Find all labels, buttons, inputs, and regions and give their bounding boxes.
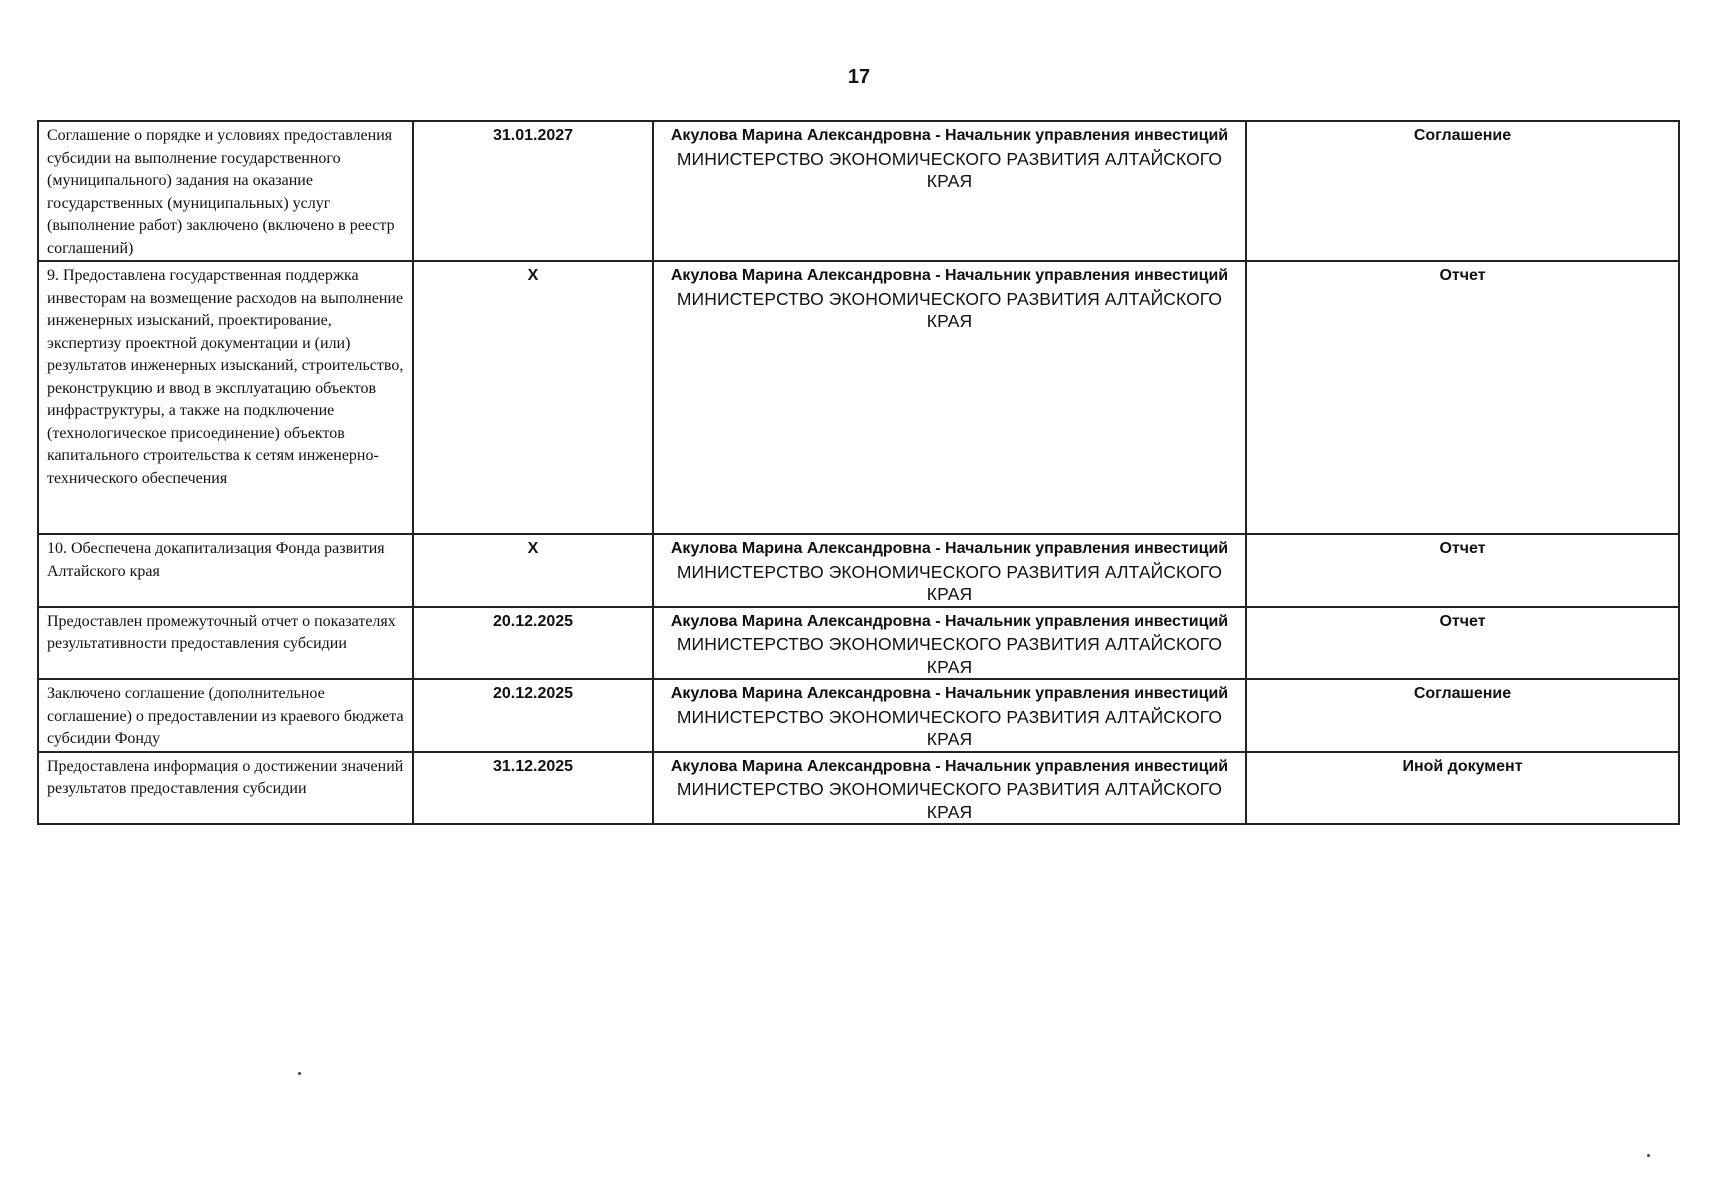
responsible-organization: МИНИСТЕРСТВО ЭКОНОМИЧЕСКОГО РАЗВИТИЯ АЛТАЙСКОГО КРАЯ	[676, 706, 1223, 749]
deadline-cell: 31.12.2025	[413, 752, 653, 825]
document-type-cell: Отчет	[1246, 261, 1679, 534]
document-type-cell: Соглашение	[1246, 679, 1679, 752]
responsible-organization: МИНИСТЕРСТВО ЭКОНОМИЧЕСКОГО РАЗВИТИЯ АЛТАЙСКОГО КРАЯ	[676, 148, 1223, 191]
measure-name-cell: 9. Предоставлена государственная поддержка инвесторам на возмещение расходов на выполнение инженерных изысканий, проектирование, экспертизу проектной документации и (или) результатов инженерных изысканий, строительство, реконструкцию и ввод в эксплуатацию объектов инфраструктуры, а также на подключение (технологическое присоединение) объектов капитального строительства к сетям инженерно-технического обеспечения	[38, 261, 413, 534]
measure-name-cell: 10. Обеспечена докапитализация Фонда развития Алтайского края	[38, 534, 413, 607]
responsible-organization: МИНИСТЕРСТВО ЭКОНОМИЧЕСКОГО РАЗВИТИЯ АЛТАЙСКОГО КРАЯ	[676, 779, 1223, 822]
table-row	[38, 261, 1679, 534]
measure-name-cell: Предоставлена информация о достижении значений результатов предоставления субсидии	[38, 752, 413, 825]
responsible-organization: МИНИСТЕРСТВО ЭКОНОМИЧЕСКОГО РАЗВИТИЯ АЛТАЙСКОГО КРАЯ	[676, 561, 1223, 604]
document-type-cell: Отчет	[1246, 534, 1679, 607]
document-type-cell: Отчет	[1246, 607, 1679, 680]
responsible-cell	[653, 752, 1246, 825]
table-row	[38, 121, 1679, 261]
responsible-person: Акулова Марина Александровна - Начальник управления инвестиций	[670, 757, 1229, 775]
deadline-cell: X	[413, 534, 653, 607]
deadline-cell: 20.12.2025	[413, 679, 653, 752]
responsible-person: Акулова Марина Александровна - Начальник управления инвестиций	[670, 685, 1229, 702]
measure-name-cell: Соглашение о порядке и условиях предоставления субсидии на выполнение государственного (муниципального) задания на оказание государственных (муниципальных) услуг (выполнение работ) заключено (включено в реестр соглашений)	[38, 121, 413, 261]
deadline-cell: X	[413, 261, 653, 534]
document-type-cell: Соглашение	[1246, 121, 1679, 261]
table-row	[38, 607, 1679, 680]
responsible-organization: МИНИСТЕРСТВО ЭКОНОМИЧЕСКОГО РАЗВИТИЯ АЛТАЙСКОГО КРАЯ	[676, 288, 1223, 331]
document-type-cell: Иной документ	[1246, 752, 1679, 825]
measures-table	[37, 120, 1680, 825]
deadline-cell: 20.12.2025	[413, 607, 653, 680]
responsible-cell	[653, 679, 1246, 752]
measure-name-cell: Заключено соглашение (дополнительное соглашение) о предоставлении из краевого бюджета субсидии Фонду	[38, 679, 413, 752]
responsible-person: Акулова Марина Александровна - Начальник управления инвестиций	[670, 127, 1229, 144]
responsible-cell	[653, 607, 1246, 680]
responsible-person: Акулова Марина Александровна - Начальник управления инвестиций	[670, 612, 1229, 630]
responsible-cell	[653, 121, 1246, 261]
responsible-person: Акулова Марина Александровна - Начальник управления инвестиций	[670, 267, 1229, 284]
scan-speck	[1647, 1154, 1650, 1157]
table-row	[38, 679, 1679, 752]
table-row	[38, 534, 1679, 607]
deadline-cell: 31.01.2027	[413, 121, 653, 261]
table-row	[38, 752, 1679, 825]
scan-speck	[298, 1072, 301, 1075]
page-number: 17	[847, 66, 871, 88]
responsible-person: Акулова Марина Александровна - Начальник управления инвестиций	[670, 540, 1229, 557]
responsible-cell	[653, 534, 1246, 607]
responsible-organization: МИНИСТЕРСТВО ЭКОНОМИЧЕСКОГО РАЗВИТИЯ АЛТАЙСКОГО КРАЯ	[676, 634, 1223, 677]
measure-name-cell: Предоставлен промежуточный отчет о показателях результативности предоставления субсидии	[38, 607, 413, 680]
responsible-cell	[653, 261, 1246, 534]
